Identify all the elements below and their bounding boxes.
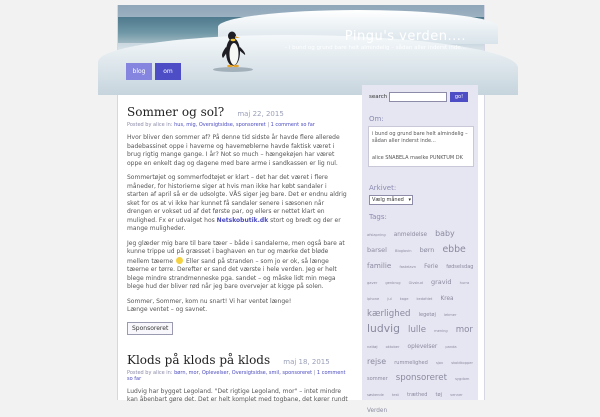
tag-link[interactable]: familie: [367, 261, 392, 270]
tag-link[interactable]: kage: [399, 297, 409, 301]
post-title[interactable]: Klods på klods på klods: [127, 352, 271, 367]
tag-link[interactable]: oplevelser: [407, 344, 438, 350]
post-meta: Posted by alice in: børn, mor, Oplevelser, Oversigtsidse, smil, sponsoreret | 1 comment so far: [127, 369, 346, 382]
tag-link[interactable]: afslapning: [367, 233, 386, 237]
post-meta: Posted by alice in: hus, mig, Oversigtsidse, sponsoreret | 1 comment so far: [127, 122, 315, 128]
tab-om[interactable]: om: [155, 63, 181, 80]
tag-link[interactable]: Krea: [440, 296, 454, 302]
tag-link[interactable]: ludvig: [367, 322, 400, 335]
site-description: – i bund og grund bare helt almindelig – sådan aller inderst inde...: [284, 45, 466, 51]
tag-link[interactable]: Verden: [367, 408, 388, 414]
tag-link[interactable]: hurra: [459, 281, 470, 285]
tag-link[interactable]: panda: [445, 345, 457, 349]
tag-link[interactable]: gaver: [367, 281, 378, 285]
tag-link[interactable]: sjov: [435, 361, 444, 365]
tag-link[interactable]: lekmer: [443, 313, 457, 317]
tag-link[interactable]: kærlighed: [367, 309, 411, 319]
post-comments-link[interactable]: 1 comment so far: [270, 122, 315, 128]
post-paragraph-text: Sommertøjet og sommerfodtøjet er klart – det har det været i flere måneder, for historierne siger at hvis man ikke har købt sandaler i starten af april så er de udsolgte. VÅS siger jeg bare. Det er endnu aldrig sket for os at vi ikke har kunnet få sandaler senere i sæsonen når drengen er vokset ud af det første par, og ellers er nettet klart en mulighed. Fx er udvalget hos: [127, 174, 347, 224]
tag-link[interactable]: Givskud: [408, 281, 423, 285]
about-heading: Om:: [369, 115, 384, 123]
archive-select[interactable]: [369, 195, 413, 205]
search-go-button[interactable]: go!: [450, 92, 468, 102]
tag-link[interactable]: søskende: [367, 393, 384, 397]
tag-link[interactable]: oktober: [385, 345, 400, 349]
post-title[interactable]: Sommer og sol?: [127, 105, 225, 119]
post-paragraph-text: Jeg glæder mig bare til bare tæer – både i sandalerne, men også bare at kunne trippe ud på græsset i baghaven en tur og mærke det bløde mellem tæerne: [127, 239, 345, 265]
about-signature: alice SNABELA maelke PUNKTUM DK: [372, 155, 463, 161]
post-paragraph: Ludvig har bygget Legoland. "Det rigtige Legoland, mor" – intet mindre kan åbenbart gøre det. Det er helt komplet med togbane, det kører rundt: [127, 387, 348, 403]
tag-link[interactable]: barsel: [367, 246, 387, 254]
tag-cloud: [367, 225, 477, 417]
tag-link[interactable]: sponsoreret: [395, 373, 447, 383]
tag-link[interactable]: legetøj: [418, 312, 436, 318]
tag-link[interactable]: Bloglovin: [394, 249, 412, 253]
sponsoreret-button[interactable]: Sponsoreret: [127, 322, 173, 335]
nav-bar: [118, 60, 484, 83]
tag-link[interactable]: rejse: [367, 357, 387, 366]
tag-link[interactable]: mor: [455, 325, 473, 335]
archive-select-value: Vælg måned: [372, 197, 404, 203]
tag-link[interactable]: jul: [387, 297, 392, 301]
tag-link[interactable]: ebbe: [442, 244, 466, 255]
post-paragraph: [127, 298, 349, 315]
post-entry: [127, 101, 349, 335]
search-input[interactable]: [389, 92, 447, 102]
tag-link[interactable]: iphone: [367, 297, 380, 301]
tab-blog[interactable]: blog: [126, 63, 152, 80]
tag-link[interactable]: lulle: [408, 325, 427, 335]
tag-link[interactable]: skoldkopper: [451, 361, 473, 365]
site-title[interactable]: Pingu's verden....: [344, 29, 466, 44]
about-box: [368, 126, 474, 167]
tag-link[interactable]: børn: [419, 246, 435, 254]
post-paragraph: [127, 240, 349, 292]
post-closing: Længe ventet – og savnet.: [127, 306, 208, 313]
tags-heading: Tags:: [369, 213, 387, 221]
post-paragraph: Hvor bliver den sommer af? På denne tid sidste år havde flere allerede badebassinet oppe i haverne og havemøblerne havde faktisk været i brug rigtig mange gange. I år? Not so much – hængekøjen har været oppe en enkelt dag og dagene med bare arme i sandkassen er lig nul.: [127, 134, 340, 167]
tag-link[interactable]: sommer: [367, 376, 388, 382]
about-text: i bund og grund bare helt almindelig – sådan aller inderst inde...: [372, 131, 468, 144]
tag-link[interactable]: genbrug: [385, 281, 401, 285]
smiley-icon: [176, 257, 183, 264]
page-wrapper: [117, 5, 485, 414]
shop-link[interactable]: Netskobutik.dk: [216, 216, 269, 224]
post-paragraph-text: stort og bredt og der er mange muligheder.: [127, 216, 341, 232]
tag-link[interactable]: anmeldelse: [393, 232, 427, 238]
post-categories[interactable]: hus, mig, Oversigtsidse, sponsoreret: [174, 122, 266, 128]
post-entry: [127, 349, 349, 405]
tag-link[interactable]: sygdom: [455, 377, 470, 381]
tag-link[interactable]: træthed: [406, 392, 428, 398]
post-date: maj 22, 2015: [237, 110, 284, 118]
post-meta-prefix: Posted by alice in:: [127, 369, 173, 376]
search-label: search: [369, 94, 388, 100]
tag-link[interactable]: nattøj: [367, 345, 378, 349]
post-categories[interactable]: børn, mor, Oplevelser, Oversigtsidse, smil, sponsoreret: [174, 369, 313, 376]
tag-link[interactable]: fødselsdag: [446, 264, 474, 270]
tag-link[interactable]: fastelavn: [399, 265, 417, 269]
tag-link[interactable]: baby: [435, 229, 455, 238]
tag-link[interactable]: gravid: [431, 278, 452, 286]
post-date: maj 18, 2015: [283, 357, 330, 366]
main-content: [118, 85, 356, 403]
archive-heading: Arkivet:: [369, 184, 397, 192]
post-paragraph-text: Eller sand på stranden – som jo er ok, så længe tæerne er tørre. Derefter er sand det værste i hele verden. Jeg er helt blege mindre strandmenneske pga. sandet – og måske lidt min mega blege hud der bliver rød når jeg bare overvejer at kigge på solen.: [127, 257, 337, 290]
sidebar: [362, 85, 478, 414]
tag-link[interactable]: kedafdet: [416, 297, 433, 301]
tag-link[interactable]: tøj: [435, 392, 442, 398]
tag-link[interactable]: test: [391, 393, 399, 397]
tag-link[interactable]: Ferie: [424, 264, 439, 270]
tag-link[interactable]: mening: [434, 329, 448, 333]
tag-link[interactable]: venner: [450, 393, 463, 397]
post-comments-link[interactable]: 1 comment so far: [127, 369, 346, 382]
chevron-down-icon: ▾: [408, 197, 411, 203]
post-paragraph-text: Sommer, Sommer, kom nu snart! Vi har ventet længe!: [127, 297, 292, 305]
tag-link[interactable]: rummelighed: [394, 360, 428, 366]
post-paragraph: [127, 174, 349, 234]
post-meta-prefix: Posted by alice in:: [127, 122, 173, 128]
